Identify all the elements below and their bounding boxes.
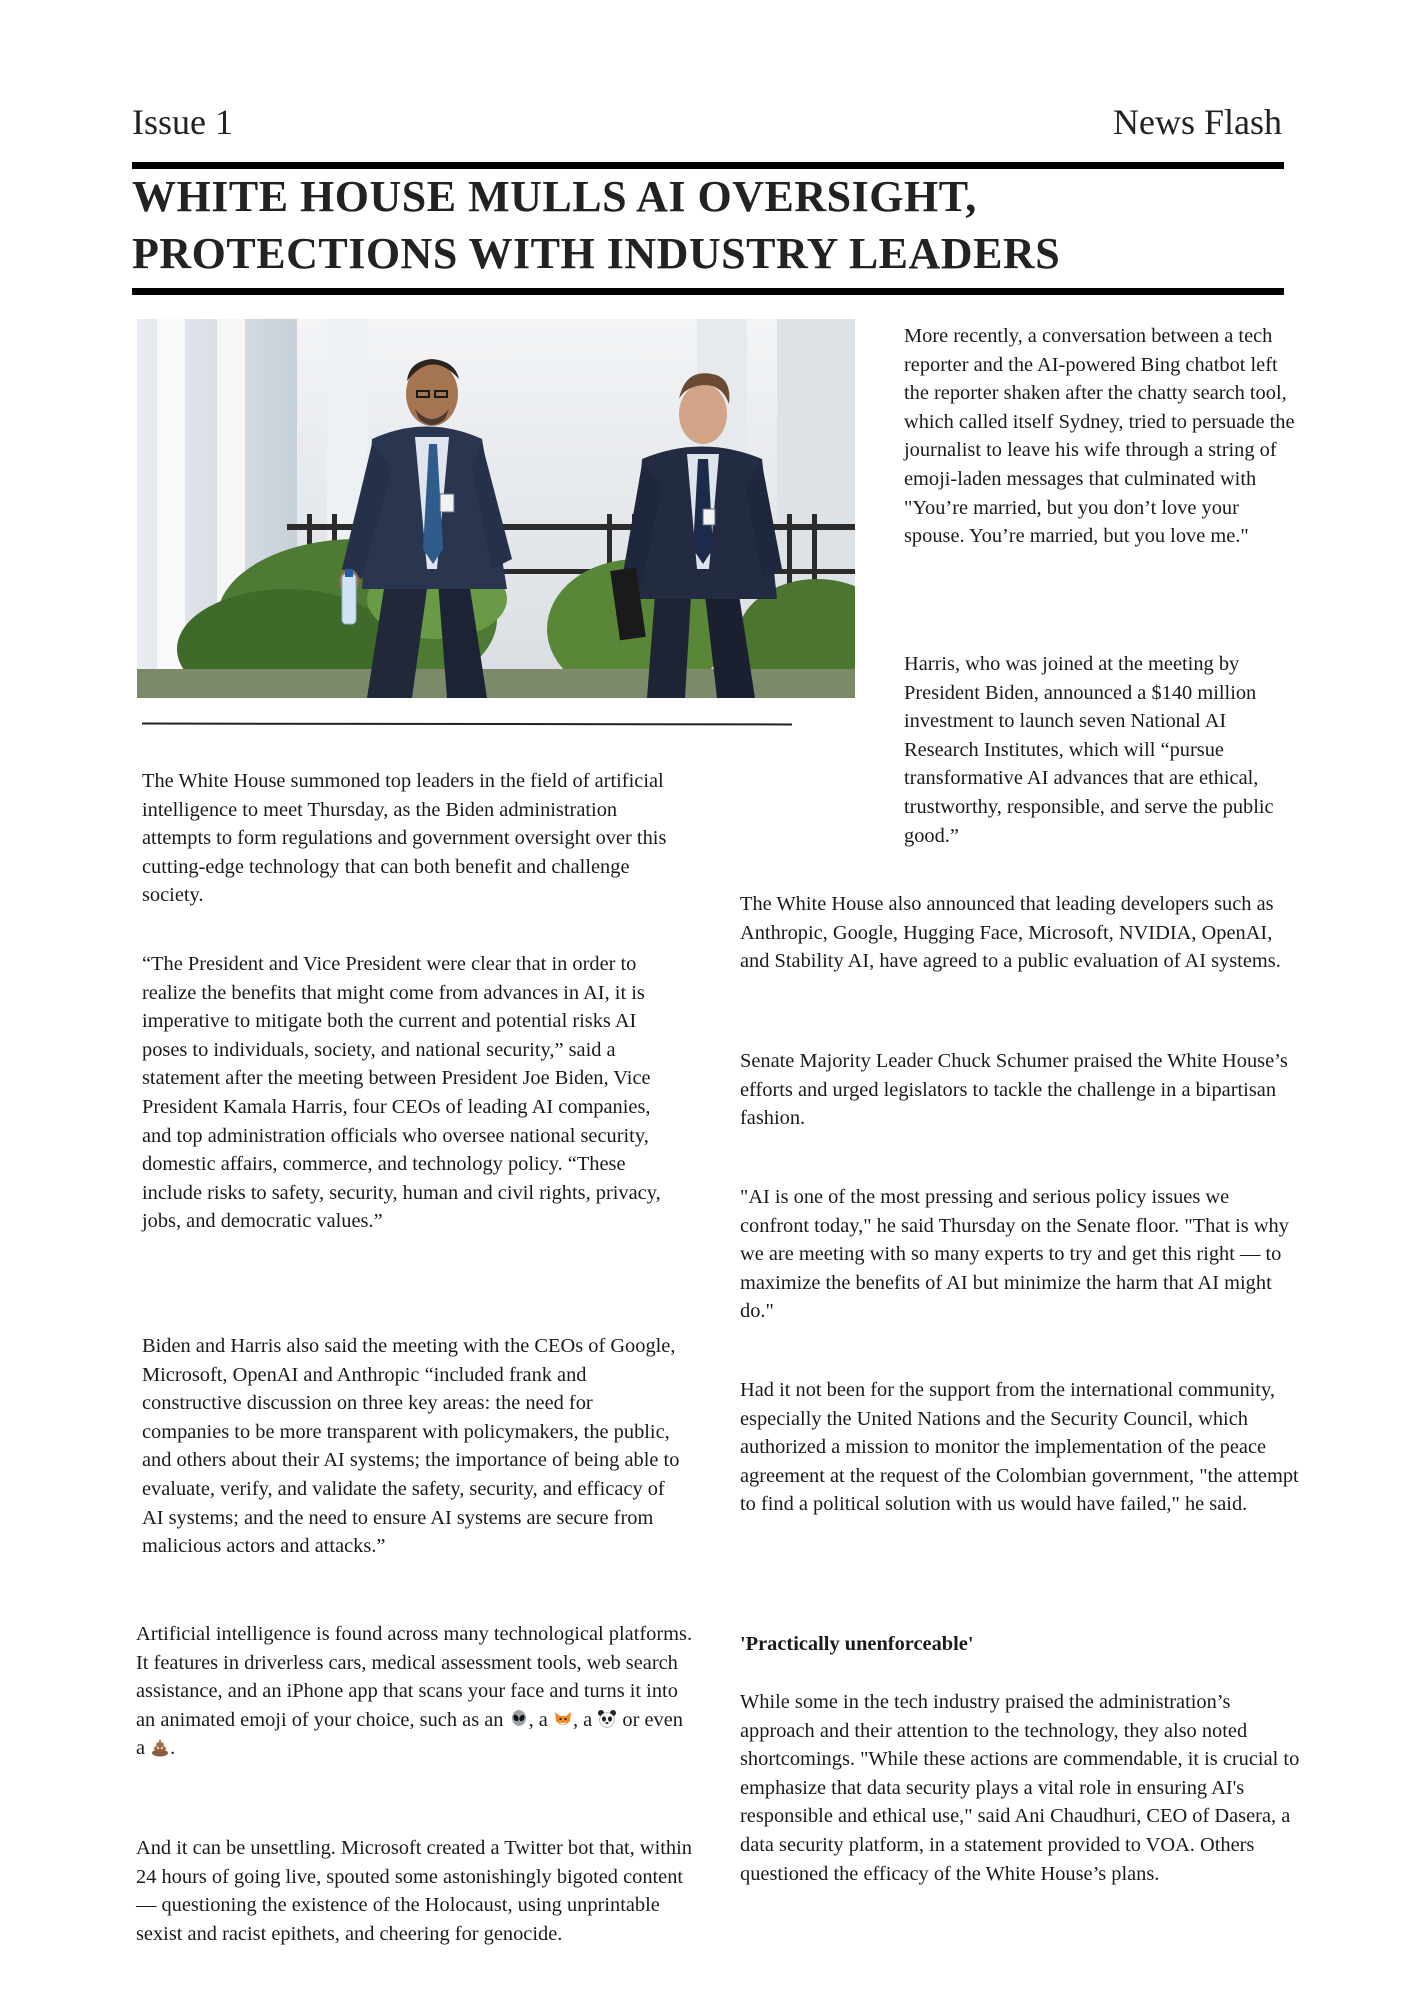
photo-underline [142,723,792,726]
left-paragraph-4-text: Artificial intelligence is found across many technological platforms. It features in driverless cars, medical assessment tools, web search assistance, and an iPhone app that scans your face and turns it into an animated emoji of your choice, such as an [136,1623,693,1731]
right-paragraph-2: Harris, who was joined at the meeting by President Biden, announced a $140 million investment to launch seven National AI Research Institutes, which will “pursue transformative AI advances that are ethical, trustworthy, responsible, and serve the public good.” [904,653,1274,847]
fox-icon [553,1709,573,1729]
panda-icon [597,1709,617,1729]
left-paragraph-4 [136,1620,696,1763]
left-paragraph-2: “The President and Vice President were clear that in order to realize the benefits that might come from advances in AI, it is imperative to mitigate both the current and potential risks AI poses to individuals, society, and national security,” said a statement after the meeting between President Joe Biden, Vice President Kamala Harris, four CEOs of leading AI companies, and top administration officials who oversee national security, domestic affairs, commerce, and technology policy. “These include risks to safety, security, human and civil rights, privacy, jobs, and democratic values.” [142,953,661,1233]
left-paragraph-1: The White House summoned top leaders in the field of artificial intelligence to meet Thursday, as the Biden administration attempts to form regulations and government oversight over this cutting-edge technology that can both benefit and challenge society. [142,770,667,907]
masthead-issue: Issue 1 [132,102,233,142]
masthead-name: News Flash [1113,102,1282,142]
left-paragraph-4-sep2: , a [572,1708,593,1731]
right-paragraph-1: More recently, a conversation between a tech reporter and the AI-powered Bing chatbot left the reporter shaken after the chatty search tool, which called itself Sydney, tried to persuade the journalist to leave his wife through a string of emoji-laden messages that culminated with "You’re married, but you don’t love your spouse. You’re married, but you love me." [904,325,1295,548]
news-photo [137,319,855,698]
subheading-practically-unenforceable: 'Practically unenforceable' [740,1633,974,1655]
poop-icon [150,1737,170,1757]
headline-rule-bottom [132,288,1284,295]
right-paragraph-7: While some in the tech industry praised the administration’s approach and their attention to the technology, they also noted shortcomings. "While these actions are commendable, it is crucial to emphasize that data security plays a vital role in ensuring AI's responsible and ethical use," said Ani Chaudhuri, CEO of Dasera, a data security platform, in a statement provided to VOA. Others questioned the efficacy of the White House’s plans. [740,1691,1300,1885]
right-paragraph-3: The White House also announced that leading developers such as Anthropic, Google, Hugging Face, Microsoft, NVIDIA, OpenAI, and Stability AI, have agreed to a public evaluation of AI systems. [740,893,1281,973]
alien-icon [509,1709,529,1729]
right-paragraph-4: Senate Majority Leader Chuck Schumer praised the White House’s efforts and urged legislators to tackle the challenge in a bipartisan fashion. [740,1050,1288,1130]
left-paragraph-5: And it can be unsettling. Microsoft created a Twitter bot that, within 24 hours of going live, spouted some astonishingly bigoted content — questioning the existence of the Holocaust, using unprintable sexist and racist epithets, and cheering for genocide. [136,1837,692,1945]
left-paragraph-4-sep3: or even a [136,1708,683,1760]
left-paragraph-4-end: . [170,1737,176,1760]
left-paragraph-4-sep1: , a [528,1708,548,1731]
photo-two-men-walking-icon [137,319,855,698]
right-paragraph-6: Had it not been for the support from the international community, especially the United Nations and the Security Council, which authorized a mission to monitor the implementation of the peace agreement at the request of the Colombian government, "the attempt to find a political solution with us would have failed," he said. [740,1379,1299,1516]
right-paragraph-5: "AI is one of the most pressing and serious policy issues we confront today," he said Thursday on the Senate floor. "That is why we are meeting with so many experts to try and get this right — to maximize the benefits of AI but minimize the harm that AI might do." [740,1186,1289,1323]
headline: WHITE HOUSE MULLS AI OVERSIGHT, PROTECTIONS WITH INDUSTRY LEADERS [132,172,1061,278]
left-paragraph-3: Biden and Harris also said the meeting with the CEOs of Google, Microsoft, OpenAI and Anthropic “included frank and constructive discussion on three key areas: the need for companies to be more transparent with policymakers, the public, and others about their AI systems; the importance of being able to evaluate, verify, and validate the safety, security, and efficacy of AI systems; and the need to ensure AI systems are secure from malicious actors and attacks.” [142,1335,680,1558]
